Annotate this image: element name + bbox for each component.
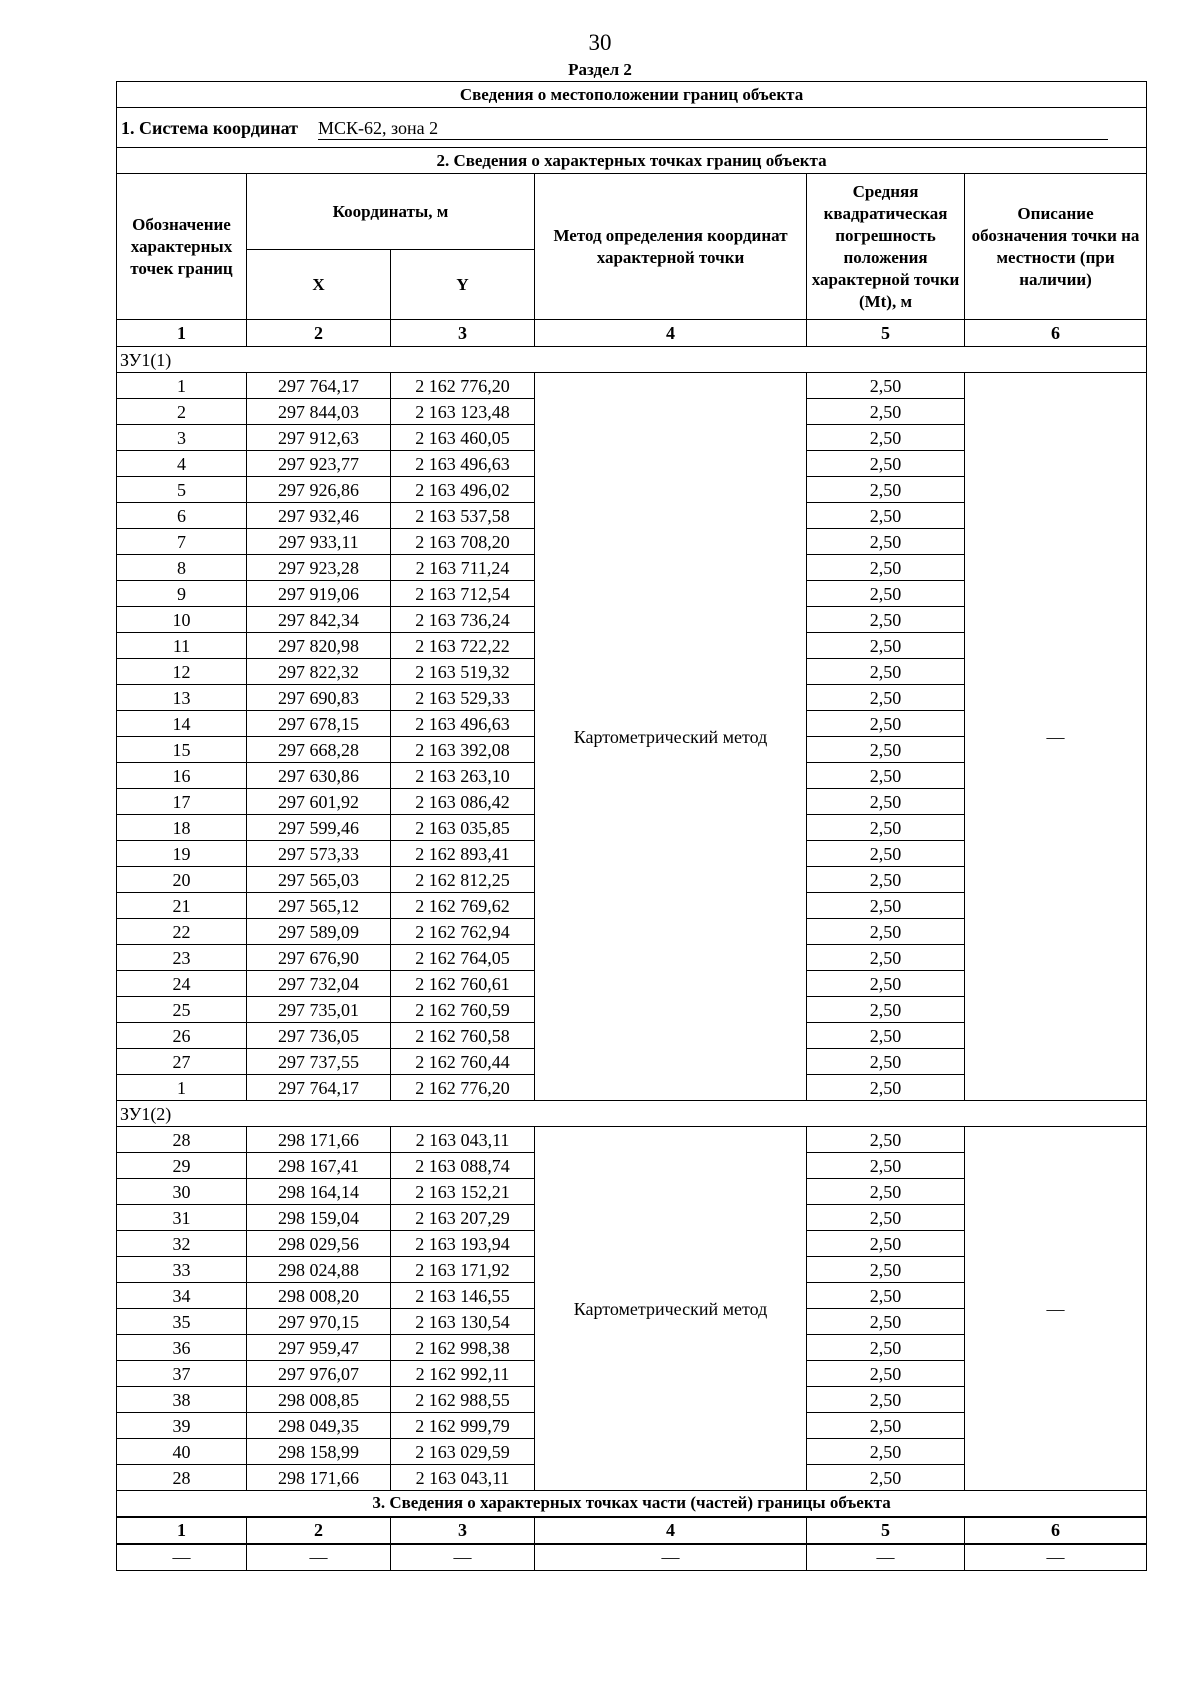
parts-cell: — xyxy=(965,1544,1147,1571)
coord-x: 297 599,46 xyxy=(247,815,391,841)
point-number: 31 xyxy=(117,1205,247,1231)
coord-y: 2 162 762,94 xyxy=(391,919,535,945)
coord-x: 297 919,06 xyxy=(247,581,391,607)
coord-x: 297 676,90 xyxy=(247,945,391,971)
parcel-label: ЗУ1(2) xyxy=(117,1101,1147,1127)
col-number: 2 xyxy=(247,1517,391,1544)
coord-y: 2 163 035,85 xyxy=(391,815,535,841)
coord-x: 297 976,07 xyxy=(247,1361,391,1387)
coord-x: 298 049,35 xyxy=(247,1413,391,1439)
mean-error: 2,50 xyxy=(807,1361,965,1387)
col-number: 1 xyxy=(117,1517,247,1544)
coord-x: 297 932,46 xyxy=(247,503,391,529)
header-mean-error: Средняя квадратическая погрешность положения характерной точки (Mt), м xyxy=(807,174,965,320)
mean-error: 2,50 xyxy=(807,555,965,581)
coord-x: 297 844,03 xyxy=(247,399,391,425)
description-cell: — xyxy=(965,373,1147,1101)
mean-error: 2,50 xyxy=(807,399,965,425)
point-number: 1 xyxy=(117,1075,247,1101)
col-number: 6 xyxy=(965,320,1147,347)
coord-y: 2 163 496,63 xyxy=(391,451,535,477)
point-number: 29 xyxy=(117,1153,247,1179)
coord-y: 2 163 529,33 xyxy=(391,685,535,711)
point-number: 7 xyxy=(117,529,247,555)
coord-y: 2 163 496,02 xyxy=(391,477,535,503)
coord-x: 298 008,85 xyxy=(247,1387,391,1413)
coord-y: 2 162 776,20 xyxy=(391,373,535,399)
coord-y: 2 163 496,63 xyxy=(391,711,535,737)
coord-x: 297 668,28 xyxy=(247,737,391,763)
coord-x: 297 959,47 xyxy=(247,1335,391,1361)
point-number: 18 xyxy=(117,815,247,841)
coord-y: 2 163 171,92 xyxy=(391,1257,535,1283)
mean-error: 2,50 xyxy=(807,789,965,815)
header-y: Y xyxy=(391,250,535,320)
coord-x: 298 159,04 xyxy=(247,1205,391,1231)
coord-y: 2 163 146,55 xyxy=(391,1283,535,1309)
parts-cell: — xyxy=(807,1544,965,1571)
point-number: 30 xyxy=(117,1179,247,1205)
coord-system-value: МСК-62, зона 2 xyxy=(318,117,1108,140)
mean-error: 2,50 xyxy=(807,945,965,971)
point-number: 20 xyxy=(117,867,247,893)
point-number: 25 xyxy=(117,997,247,1023)
col-number: 3 xyxy=(391,1517,535,1544)
point-number: 8 xyxy=(117,555,247,581)
col-number: 4 xyxy=(535,320,807,347)
point-number: 26 xyxy=(117,1023,247,1049)
coord-y: 2 162 776,20 xyxy=(391,1075,535,1101)
point-number: 4 xyxy=(117,451,247,477)
mean-error: 2,50 xyxy=(807,503,965,529)
mean-error: 2,50 xyxy=(807,971,965,997)
col-number: 4 xyxy=(535,1517,807,1544)
coord-x: 298 167,41 xyxy=(247,1153,391,1179)
mean-error: 2,50 xyxy=(807,1283,965,1309)
parcel-label: ЗУ1(1) xyxy=(117,347,1147,373)
point-number: 9 xyxy=(117,581,247,607)
point-number: 21 xyxy=(117,893,247,919)
coord-x: 297 923,28 xyxy=(247,555,391,581)
coord-x: 298 029,56 xyxy=(247,1231,391,1257)
mean-error: 2,50 xyxy=(807,477,965,503)
col-number: 3 xyxy=(391,320,535,347)
coord-y: 2 162 760,61 xyxy=(391,971,535,997)
parts-cell: — xyxy=(247,1544,391,1571)
coord-x: 297 735,01 xyxy=(247,997,391,1023)
mean-error: 2,50 xyxy=(807,1205,965,1231)
coord-x: 297 970,15 xyxy=(247,1309,391,1335)
mean-error: 2,50 xyxy=(807,1179,965,1205)
point-number: 1 xyxy=(117,373,247,399)
header-description: Описание обозначения точки на местности (при наличии) xyxy=(965,174,1147,320)
mean-error: 2,50 xyxy=(807,1439,965,1465)
mean-error: 2,50 xyxy=(807,1387,965,1413)
coord-x: 297 630,86 xyxy=(247,763,391,789)
coord-y: 2 163 460,05 xyxy=(391,425,535,451)
point-number: 33 xyxy=(117,1257,247,1283)
coord-system-row xyxy=(117,108,1147,148)
coord-x: 298 171,66 xyxy=(247,1465,391,1491)
mean-error: 2,50 xyxy=(807,633,965,659)
coord-y: 2 162 812,25 xyxy=(391,867,535,893)
point-number: 12 xyxy=(117,659,247,685)
description-cell: — xyxy=(965,1127,1147,1491)
coord-y: 2 162 760,44 xyxy=(391,1049,535,1075)
point-number: 19 xyxy=(117,841,247,867)
header-point-designation: Обозначение характерных точек границ xyxy=(117,174,247,320)
point-number: 27 xyxy=(117,1049,247,1075)
coord-x: 297 822,32 xyxy=(247,659,391,685)
mean-error: 2,50 xyxy=(807,893,965,919)
parts-cell: — xyxy=(535,1544,807,1571)
point-number: 22 xyxy=(117,919,247,945)
coord-y: 2 162 760,58 xyxy=(391,1023,535,1049)
mean-error: 2,50 xyxy=(807,1413,965,1439)
coord-y: 2 163 193,94 xyxy=(391,1231,535,1257)
point-number: 39 xyxy=(117,1413,247,1439)
point-number: 38 xyxy=(117,1387,247,1413)
mean-error: 2,50 xyxy=(807,841,965,867)
method-cell: Картометрический метод xyxy=(535,373,807,1101)
coord-y: 2 162 764,05 xyxy=(391,945,535,971)
coord-y: 2 163 263,10 xyxy=(391,763,535,789)
col-number: 5 xyxy=(807,1517,965,1544)
coord-x: 297 678,15 xyxy=(247,711,391,737)
mean-error: 2,50 xyxy=(807,529,965,555)
point-number: 15 xyxy=(117,737,247,763)
coord-x: 297 565,03 xyxy=(247,867,391,893)
mean-error: 2,50 xyxy=(807,1153,965,1179)
mean-error: 2,50 xyxy=(807,1309,965,1335)
table-row xyxy=(117,373,1147,399)
mean-error: 2,50 xyxy=(807,711,965,737)
coord-x: 297 926,86 xyxy=(247,477,391,503)
section-title: Раздел 2 xyxy=(568,60,632,79)
point-number: 11 xyxy=(117,633,247,659)
coord-x: 297 589,09 xyxy=(247,919,391,945)
parts-cell: — xyxy=(117,1544,247,1571)
coord-y: 2 163 088,74 xyxy=(391,1153,535,1179)
coord-x: 297 737,55 xyxy=(247,1049,391,1075)
coord-x: 297 601,92 xyxy=(247,789,391,815)
mean-error: 2,50 xyxy=(807,659,965,685)
coord-x: 298 008,20 xyxy=(247,1283,391,1309)
coord-y: 2 163 029,59 xyxy=(391,1439,535,1465)
mean-error: 2,50 xyxy=(807,685,965,711)
coord-system-label: 1. Система координат xyxy=(121,117,298,138)
coord-x: 297 764,17 xyxy=(247,1075,391,1101)
point-number: 35 xyxy=(117,1309,247,1335)
mean-error: 2,50 xyxy=(807,373,965,399)
point-number: 40 xyxy=(117,1439,247,1465)
coord-y: 2 163 086,42 xyxy=(391,789,535,815)
page-number: 30 xyxy=(588,30,612,55)
boundary-table-body xyxy=(117,82,1147,1571)
mean-error: 2,50 xyxy=(807,607,965,633)
mean-error: 2,50 xyxy=(807,1023,965,1049)
point-number: 28 xyxy=(117,1465,247,1491)
coord-y: 2 163 708,20 xyxy=(391,529,535,555)
coord-y: 2 162 988,55 xyxy=(391,1387,535,1413)
coord-y: 2 162 999,79 xyxy=(391,1413,535,1439)
coord-y: 2 163 043,11 xyxy=(391,1127,535,1153)
method-cell: Картометрический метод xyxy=(535,1127,807,1491)
coord-y: 2 163 207,29 xyxy=(391,1205,535,1231)
coord-y: 2 163 722,22 xyxy=(391,633,535,659)
coord-y: 2 163 392,08 xyxy=(391,737,535,763)
mean-error: 2,50 xyxy=(807,919,965,945)
coord-x: 297 912,63 xyxy=(247,425,391,451)
mean-error: 2,50 xyxy=(807,1335,965,1361)
point-number: 2 xyxy=(117,399,247,425)
mean-error: 2,50 xyxy=(807,763,965,789)
col-number: 2 xyxy=(247,320,391,347)
point-number: 17 xyxy=(117,789,247,815)
mean-error: 2,50 xyxy=(807,581,965,607)
point-number: 13 xyxy=(117,685,247,711)
coord-x: 297 933,11 xyxy=(247,529,391,555)
point-number: 16 xyxy=(117,763,247,789)
main-title: Сведения о местоположении границ объекта xyxy=(117,82,1147,108)
point-number: 34 xyxy=(117,1283,247,1309)
coord-y: 2 163 537,58 xyxy=(391,503,535,529)
col-number: 6 xyxy=(965,1517,1147,1544)
coord-x: 297 690,83 xyxy=(247,685,391,711)
coord-y: 2 163 711,24 xyxy=(391,555,535,581)
mean-error: 2,50 xyxy=(807,1465,965,1491)
point-number: 6 xyxy=(117,503,247,529)
point-number: 5 xyxy=(117,477,247,503)
coord-y: 2 163 152,21 xyxy=(391,1179,535,1205)
coord-x: 297 732,04 xyxy=(247,971,391,997)
mean-error: 2,50 xyxy=(807,1231,965,1257)
header-coordinates: Координаты, м xyxy=(247,174,535,250)
coord-x: 298 158,99 xyxy=(247,1439,391,1465)
mean-error: 2,50 xyxy=(807,451,965,477)
point-number: 3 xyxy=(117,425,247,451)
coord-x: 297 764,17 xyxy=(247,373,391,399)
coord-y: 2 162 893,41 xyxy=(391,841,535,867)
parts-cell: — xyxy=(391,1544,535,1571)
mean-error: 2,50 xyxy=(807,1075,965,1101)
coord-x: 297 842,34 xyxy=(247,607,391,633)
coord-y: 2 162 992,11 xyxy=(391,1361,535,1387)
coord-y: 2 163 043,11 xyxy=(391,1465,535,1491)
coord-x: 297 573,33 xyxy=(247,841,391,867)
coord-y: 2 163 712,54 xyxy=(391,581,535,607)
point-number: 36 xyxy=(117,1335,247,1361)
mean-error: 2,50 xyxy=(807,425,965,451)
mean-error: 2,50 xyxy=(807,997,965,1023)
header-method: Метод определения координат характерной точки xyxy=(535,174,807,320)
point-number: 32 xyxy=(117,1231,247,1257)
col-number: 5 xyxy=(807,320,965,347)
coord-x: 298 164,14 xyxy=(247,1179,391,1205)
coord-y: 2 163 519,32 xyxy=(391,659,535,685)
mean-error: 2,50 xyxy=(807,867,965,893)
coord-y: 2 162 760,59 xyxy=(391,997,535,1023)
coord-x: 298 024,88 xyxy=(247,1257,391,1283)
coord-y: 2 162 769,62 xyxy=(391,893,535,919)
coord-x: 298 171,66 xyxy=(247,1127,391,1153)
point-number: 37 xyxy=(117,1361,247,1387)
parts-title: 3. Сведения о характерных точках части (частей) границы объекта xyxy=(117,1491,1147,1517)
point-number: 28 xyxy=(117,1127,247,1153)
col-number: 1 xyxy=(117,320,247,347)
mean-error: 2,50 xyxy=(807,1257,965,1283)
point-number: 14 xyxy=(117,711,247,737)
points-title: 2. Сведения о характерных точках границ объекта xyxy=(117,148,1147,174)
coord-y: 2 163 130,54 xyxy=(391,1309,535,1335)
mean-error: 2,50 xyxy=(807,1127,965,1153)
table-row xyxy=(117,1127,1147,1153)
point-number: 23 xyxy=(117,945,247,971)
coord-x: 297 736,05 xyxy=(247,1023,391,1049)
point-number: 10 xyxy=(117,607,247,633)
point-number: 24 xyxy=(117,971,247,997)
mean-error: 2,50 xyxy=(807,815,965,841)
mean-error: 2,50 xyxy=(807,1049,965,1075)
header-x: X xyxy=(247,250,391,320)
coord-y: 2 162 998,38 xyxy=(391,1335,535,1361)
mean-error: 2,50 xyxy=(807,737,965,763)
coord-y: 2 163 123,48 xyxy=(391,399,535,425)
boundary-table xyxy=(116,81,1147,1571)
coord-x: 297 923,77 xyxy=(247,451,391,477)
coord-x: 297 820,98 xyxy=(247,633,391,659)
coord-y: 2 163 736,24 xyxy=(391,607,535,633)
coord-x: 297 565,12 xyxy=(247,893,391,919)
